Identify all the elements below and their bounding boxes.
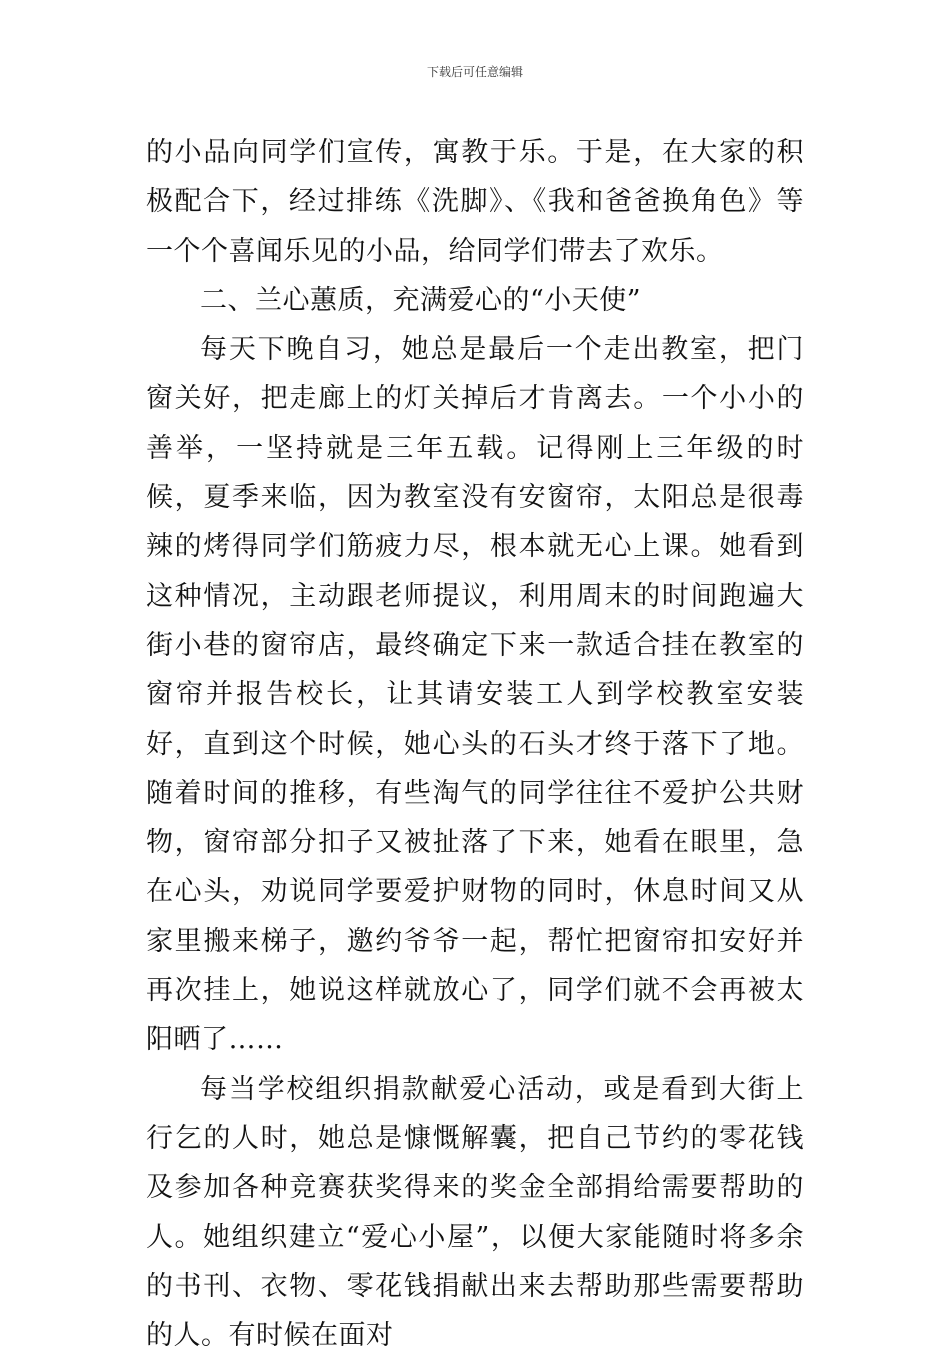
paragraph-classroom-curtains: 每天下晚自习，她总是最后一个走出教室，把门窗关好，把走廊上的灯关掉后才肯离去。一个小小的善举，一坚持就是三年五载。记得刚上三年级的时候，夏季来临，因为教室没有安窗帘，太阳总是很毒辣的烤得同学们筋疲力尽，根本就无心上课。她看到这种情况，主动跟老师提议，利用周末的时间跑遍大街小巷的窗帘店，最终确定下来一款适合挂在教室的窗帘并报告校长，让其请安装工人到学校教室安装好，直到这个时候，她心头的石头才终于落下了地。随着时间的推移，有些淘气的同学往往不爱护公共财物，窗帘部分扣子又被扯落了下来，她看在眼里，急在心头，劝说同学要爱护财物的同时，休息时间又从家里搬来梯子，邀约爷爷一起，帮忙把窗帘扣安好并再次挂上，她说这样就放心了，同学们就不会再被太阳晒了……	[146, 334, 804, 1056]
paragraph-donations: 每当学校组织捐款献爱心活动，或是看到大街上行乞的人时，她总是慷慨解囊，把自己节约的零花钱及参加各种竞赛获奖得来的奖金全部捐给需要帮助的人。她组织建立“爱心小屋”，以便大家能随时将多余的书刊、衣物、零花钱捐献出来去帮助那些需要帮助的人。有时候在面对	[146, 1073, 804, 1352]
section-heading: 二、兰心蕙质，充满爱心的“小天使”	[200, 284, 642, 316]
page-header-note: 下载后可任意编辑	[426, 65, 523, 79]
document-body	[146, 128, 804, 1360]
paragraph-continuation: 的小品向同学们宣传，寓教于乐。于是，在大家的积极配合下，经过排练《洗脚》、《我和爸爸换角色》等一个个喜闻乐见的小品，给同学们带去了欢乐。	[146, 137, 804, 267]
